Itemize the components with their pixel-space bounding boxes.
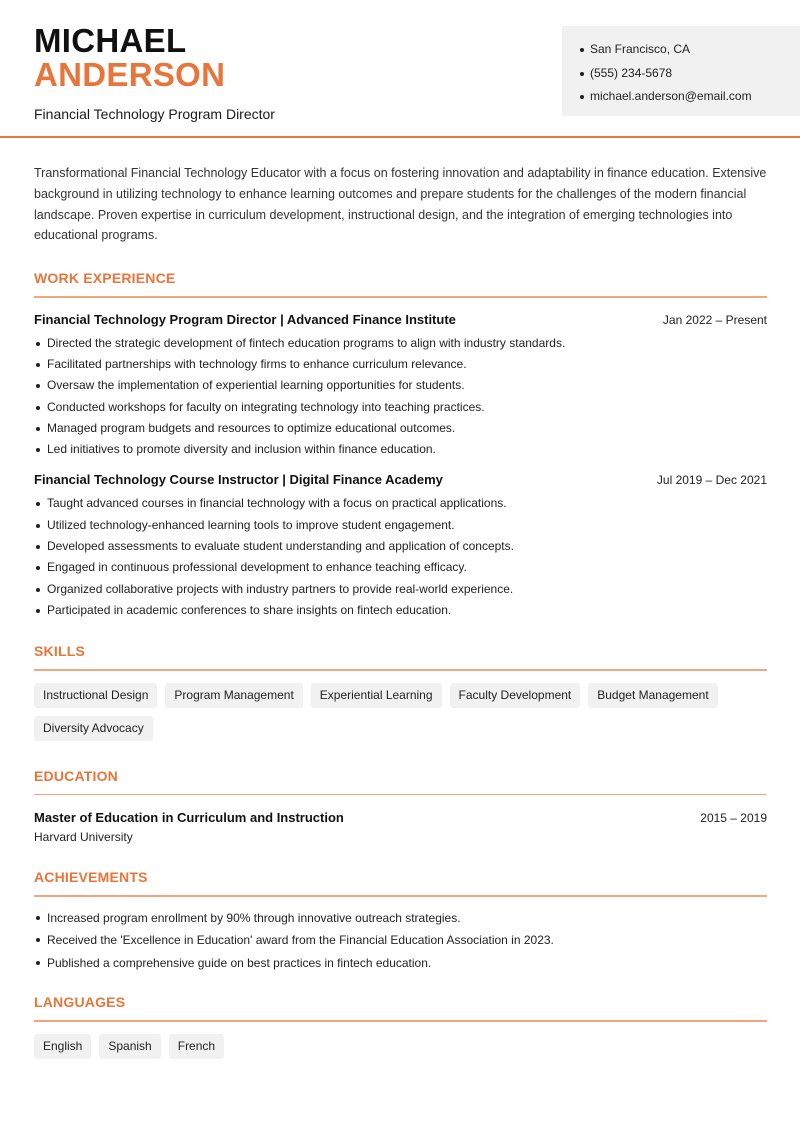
job-role: Financial Technology Program Director | Advanced Finance Institute xyxy=(34,311,456,327)
language-chip: Spanish xyxy=(99,1034,160,1059)
education-section xyxy=(34,768,767,845)
list-item: Received the 'Excellence in Education' award from the Financial Education Association in 2023. xyxy=(34,929,767,952)
section-divider xyxy=(34,794,767,796)
skill-chip: Faculty Development xyxy=(450,683,581,708)
languages-section xyxy=(34,994,767,1059)
education-school: Harvard University xyxy=(34,830,133,845)
last-name: ANDERSON xyxy=(34,56,226,93)
job-dates: Jul 2019 – Dec 2021 xyxy=(656,473,767,488)
section-divider xyxy=(34,296,767,298)
contact-location: San Francisco, CA xyxy=(580,38,800,62)
resume-header xyxy=(0,0,800,138)
list-item: Engaged in continuous professional development to enhance teaching efficacy. xyxy=(34,557,767,578)
section-divider xyxy=(34,895,767,897)
job-entry xyxy=(34,472,767,621)
list-item: Conducted workshops for faculty on integrating technology into teaching practices. xyxy=(34,397,767,418)
job-bullets xyxy=(34,333,767,461)
skill-chip: Diversity Advocacy xyxy=(34,716,153,741)
language-chip: English xyxy=(34,1034,91,1059)
section-divider xyxy=(34,1020,767,1022)
education-years: 2015 – 2019 xyxy=(700,811,767,826)
name-block xyxy=(34,24,275,122)
job-bullets xyxy=(34,493,767,621)
skills-chips xyxy=(34,683,767,741)
skill-chip: Program Management xyxy=(165,683,302,708)
list-item: Published a comprehensive guide on best practices in fintech education. xyxy=(34,952,767,975)
section-title-education: EDUCATION xyxy=(34,767,118,784)
list-item: Increased program enrollment by 90% through innovative outreach strategies. xyxy=(34,907,767,930)
work-section xyxy=(34,270,767,621)
list-item: Oversaw the implementation of experiential learning opportunities for students. xyxy=(34,375,767,396)
list-item: Developed assessments to evaluate student understanding and application of concepts. xyxy=(34,536,767,557)
summary: Transformational Financial Technology Educator with a focus on fostering innovation and adaptability in finance education. Extensive background in utilizing technology to enhance learning outcomes and prepare students for the challenges of the modern financial landscape. Proven expertise in curriculum development, instructional design, and the integration of emerging technologies into educational programs. xyxy=(34,166,767,243)
section-divider xyxy=(34,669,767,671)
skill-chip: Budget Management xyxy=(588,683,717,708)
resume-body xyxy=(34,163,767,1059)
list-item: Utilized technology-enhanced learning tools to improve student engagement. xyxy=(34,515,767,536)
skill-chip: Instructional Design xyxy=(34,683,157,708)
list-item: Directed the strategic development of fintech education programs to align with industry standards. xyxy=(34,333,767,354)
section-title-languages: LANGUAGES xyxy=(34,994,126,1011)
contact-phone: (555) 234-5678 xyxy=(580,62,800,86)
achievements-list xyxy=(34,907,767,975)
education-degree: Master of Education in Curriculum and Instruction xyxy=(34,810,344,826)
language-chip: French xyxy=(169,1034,224,1059)
list-item: Facilitated partnerships with technology firms to enhance curriculum relevance. xyxy=(34,354,767,375)
first-name: MICHAEL xyxy=(34,22,187,59)
job-title: Financial Technology Program Director xyxy=(34,106,275,122)
job-dates: Jan 2022 – Present xyxy=(662,312,767,327)
achievements-section xyxy=(34,869,767,974)
contact-box xyxy=(562,26,800,116)
section-title-skills: SKILLS xyxy=(34,643,85,660)
contact-email[interactable]: michael.anderson@email.com xyxy=(580,85,800,109)
job-role: Financial Technology Course Instructor | Digital Finance Academy xyxy=(34,472,443,488)
section-title-achievements: ACHIEVEMENTS xyxy=(34,869,148,886)
list-item: Led initiatives to promote diversity and inclusion within finance education. xyxy=(34,439,767,460)
skill-chip: Experiential Learning xyxy=(311,683,442,708)
language-chips xyxy=(34,1034,767,1059)
list-item: Organized collaborative projects with industry partners to provide real-world experience. xyxy=(34,579,767,600)
list-item: Managed program budgets and resources to optimize educational outcomes. xyxy=(34,418,767,439)
list-item: Taught advanced courses in financial technology with a focus on practical applications. xyxy=(34,493,767,514)
skills-section xyxy=(34,643,767,741)
section-title-work: WORK EXPERIENCE xyxy=(34,270,176,287)
job-entry xyxy=(34,312,767,461)
list-item: Participated in academic conferences to share insights on fintech education. xyxy=(34,600,767,621)
